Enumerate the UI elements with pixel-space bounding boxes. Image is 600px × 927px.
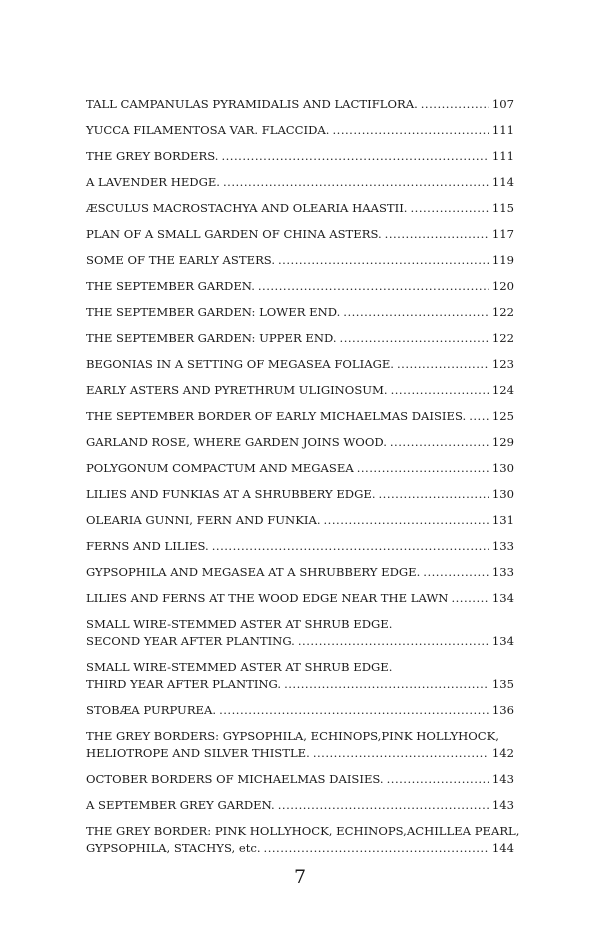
entry-row	[86, 382, 514, 399]
entry-row	[86, 356, 514, 373]
entry-page-number: 143	[491, 772, 514, 786]
list-item	[86, 460, 514, 477]
entry-row	[86, 304, 514, 321]
dot-leader	[411, 200, 489, 217]
entry-title: THE GREY BORDERS.	[86, 149, 219, 163]
list-item	[86, 486, 514, 503]
entry-title: LILIES AND FUNKIAS AT A SHRUBBERY EDGE.	[86, 487, 376, 501]
entry-page-number: 130	[491, 461, 514, 475]
list-item	[86, 659, 514, 693]
list-item	[86, 616, 514, 650]
list-item	[86, 538, 514, 555]
entry-title: GYPSOPHILA AND MEGASEA AT A SHRUBBERY EDGE.	[86, 565, 421, 579]
dot-leader	[278, 252, 489, 269]
dot-leader	[379, 486, 489, 503]
entry-title: HELIOTROPE AND SILVER THISTLE.	[86, 746, 310, 760]
entry-page-number: 134	[491, 591, 514, 605]
entry-page-number: 136	[491, 703, 514, 717]
entry-row	[86, 590, 514, 607]
entry-page-number: 122	[491, 331, 514, 345]
dot-leader	[278, 797, 489, 814]
entry-title: THIRD YEAR AFTER PLANTING.	[86, 677, 282, 691]
dot-leader	[357, 460, 489, 477]
entry-page-number: 129	[491, 435, 514, 449]
list-item	[86, 304, 514, 321]
entry-title: STOBÆA PURPUREA.	[86, 703, 217, 717]
page-number: 7	[293, 866, 307, 888]
entry-row	[86, 200, 514, 217]
entry-title: SECOND YEAR AFTER PLANTING.	[86, 634, 295, 648]
entry-page-number: 143	[491, 798, 514, 812]
dot-leader	[313, 745, 489, 762]
entry-page-number: 114	[491, 175, 514, 189]
entry-row	[86, 840, 514, 857]
list-item	[86, 252, 514, 269]
dot-leader	[223, 174, 489, 191]
list-item	[86, 174, 514, 191]
list-item	[86, 122, 514, 139]
dot-leader	[264, 840, 489, 857]
list-item	[86, 330, 514, 347]
entry-row	[86, 797, 514, 814]
dot-leader	[284, 676, 489, 693]
entry-title: ÆSCULUS MACROSTACHYA AND OLEARIA HAASTII.	[86, 201, 408, 215]
entry-page-number: 124	[491, 383, 514, 397]
entry-title: A SEPTEMBER GREY GARDEN.	[86, 798, 275, 812]
entry-title: THE SEPTEMBER BORDER OF EARLY MICHAELMAS DAISIES.	[86, 409, 467, 423]
dot-leader	[324, 512, 489, 529]
entry-title: OLEARIA GUNNI, FERN AND FUNKIA.	[86, 513, 321, 527]
dot-leader	[397, 356, 489, 373]
entry-page-number: 144	[491, 841, 514, 855]
entry-row	[86, 702, 514, 719]
entry-row	[86, 330, 514, 347]
entry-row	[86, 148, 514, 165]
dot-leader	[258, 278, 489, 295]
dot-leader	[451, 590, 488, 607]
entry-row	[86, 745, 514, 762]
entry-page-number: 125	[491, 409, 514, 423]
entry-page-number: 131	[491, 513, 514, 527]
list-item	[86, 564, 514, 581]
list-item	[86, 226, 514, 243]
entry-page-number: 135	[491, 677, 514, 691]
dot-leader	[333, 122, 489, 139]
entry-row	[86, 174, 514, 191]
list-item	[86, 823, 520, 857]
entry-row	[86, 252, 514, 269]
entry-page-number: 107	[491, 97, 514, 111]
dot-leader	[219, 702, 489, 719]
list-item	[86, 408, 514, 425]
entry-row	[86, 226, 514, 243]
entry-page-number: 130	[491, 487, 514, 501]
entry-title: YUCCA FILAMENTOSA VAR. FLACCIDA.	[86, 123, 330, 137]
entry-page-number: 142	[491, 746, 514, 760]
entry-row	[86, 633, 514, 650]
dot-leader	[298, 633, 489, 650]
entry-title: LILIES AND FERNS AT THE WOOD EDGE NEAR THE LAWN	[86, 591, 449, 605]
list-item	[86, 771, 514, 788]
dot-leader	[469, 408, 489, 425]
entry-title-first-line: THE GREY BORDER: PINK HOLLYHOCK, ECHINOPS,ACHILLEA PEARL,	[86, 824, 520, 838]
list-item	[86, 590, 514, 607]
dot-leader	[423, 564, 489, 581]
list-item	[86, 382, 514, 399]
dot-leader	[343, 304, 489, 321]
dot-leader	[221, 148, 488, 165]
dot-leader	[390, 434, 489, 451]
entry-title: SOME OF THE EARLY ASTERS.	[86, 253, 276, 267]
entry-title: TALL CAMPANULAS PYRAMIDALIS AND LACTIFLORA.	[86, 97, 418, 111]
entry-page-number: 117	[491, 227, 514, 241]
dot-leader	[212, 538, 489, 555]
dot-leader	[340, 330, 489, 347]
list-item	[86, 356, 514, 373]
entry-title: BEGONIAS IN A SETTING OF MEGASEA FOLIAGE.	[86, 357, 394, 371]
entry-title: GYPSOPHILA, STACHYS, etc.	[86, 841, 261, 855]
entry-page-number: 123	[491, 357, 514, 371]
entry-title-first-line: SMALL WIRE-STEMMED ASTER AT SHRUB EDGE.	[86, 617, 393, 631]
list-item	[86, 728, 514, 762]
entry-row	[86, 676, 514, 693]
entry-page-number: 111	[491, 123, 514, 137]
entry-row	[86, 538, 514, 555]
entry-row	[86, 771, 514, 788]
entry-page-number: 120	[491, 279, 514, 293]
entry-row	[86, 122, 514, 139]
entry-row	[86, 434, 514, 451]
entry-page-number: 115	[491, 201, 514, 215]
entry-title: THE SEPTEMBER GARDEN.	[86, 279, 255, 293]
entry-page-number: 111	[491, 149, 514, 163]
entry-title: THE SEPTEMBER GARDEN: UPPER END.	[86, 331, 337, 345]
dot-leader	[421, 96, 489, 113]
entry-title: GARLAND ROSE, WHERE GARDEN JOINS WOOD.	[86, 435, 387, 449]
entry-row	[86, 564, 514, 581]
entry-title: A LAVENDER HEDGE.	[86, 175, 220, 189]
entry-title-first-line: THE GREY BORDERS: GYPSOPHILA, ECHINOPS,PINK HOLLYHOCK,	[86, 729, 499, 743]
entry-page-number: 133	[491, 539, 514, 553]
entry-title-first-line: SMALL WIRE-STEMMED ASTER AT SHRUB EDGE.	[86, 660, 393, 674]
list-item	[86, 512, 514, 529]
entry-page-number: 122	[491, 305, 514, 319]
list-item	[86, 434, 514, 451]
list-item	[86, 278, 514, 295]
dot-leader	[385, 226, 489, 243]
entry-title: PLAN OF A SMALL GARDEN OF CHINA ASTERS.	[86, 227, 382, 241]
list-item	[86, 797, 514, 814]
entry-row	[86, 96, 514, 113]
dot-leader	[391, 382, 489, 399]
entry-row	[86, 408, 514, 425]
entry-row	[86, 512, 514, 529]
entry-title: EARLY ASTERS AND PYRETHRUM ULIGINOSUM.	[86, 383, 388, 397]
entry-row	[86, 460, 514, 477]
entry-page-number: 134	[491, 634, 514, 648]
entry-page-number: 119	[491, 253, 514, 267]
entry-row	[86, 486, 514, 503]
list-item	[86, 702, 514, 719]
list-item	[86, 96, 514, 113]
entry-title: FERNS AND LILIES.	[86, 539, 209, 553]
list-item	[86, 200, 514, 217]
entry-page-number: 133	[491, 565, 514, 579]
entry-title: OCTOBER BORDERS OF MICHAELMAS DAISIES.	[86, 772, 384, 786]
illustrations-list	[86, 96, 520, 866]
dot-leader	[387, 771, 489, 788]
entry-title: POLYGONUM COMPACTUM AND MEGASEA	[86, 461, 354, 475]
list-item	[86, 148, 514, 165]
entry-row	[86, 278, 514, 295]
entry-title: THE SEPTEMBER GARDEN: LOWER END.	[86, 305, 341, 319]
